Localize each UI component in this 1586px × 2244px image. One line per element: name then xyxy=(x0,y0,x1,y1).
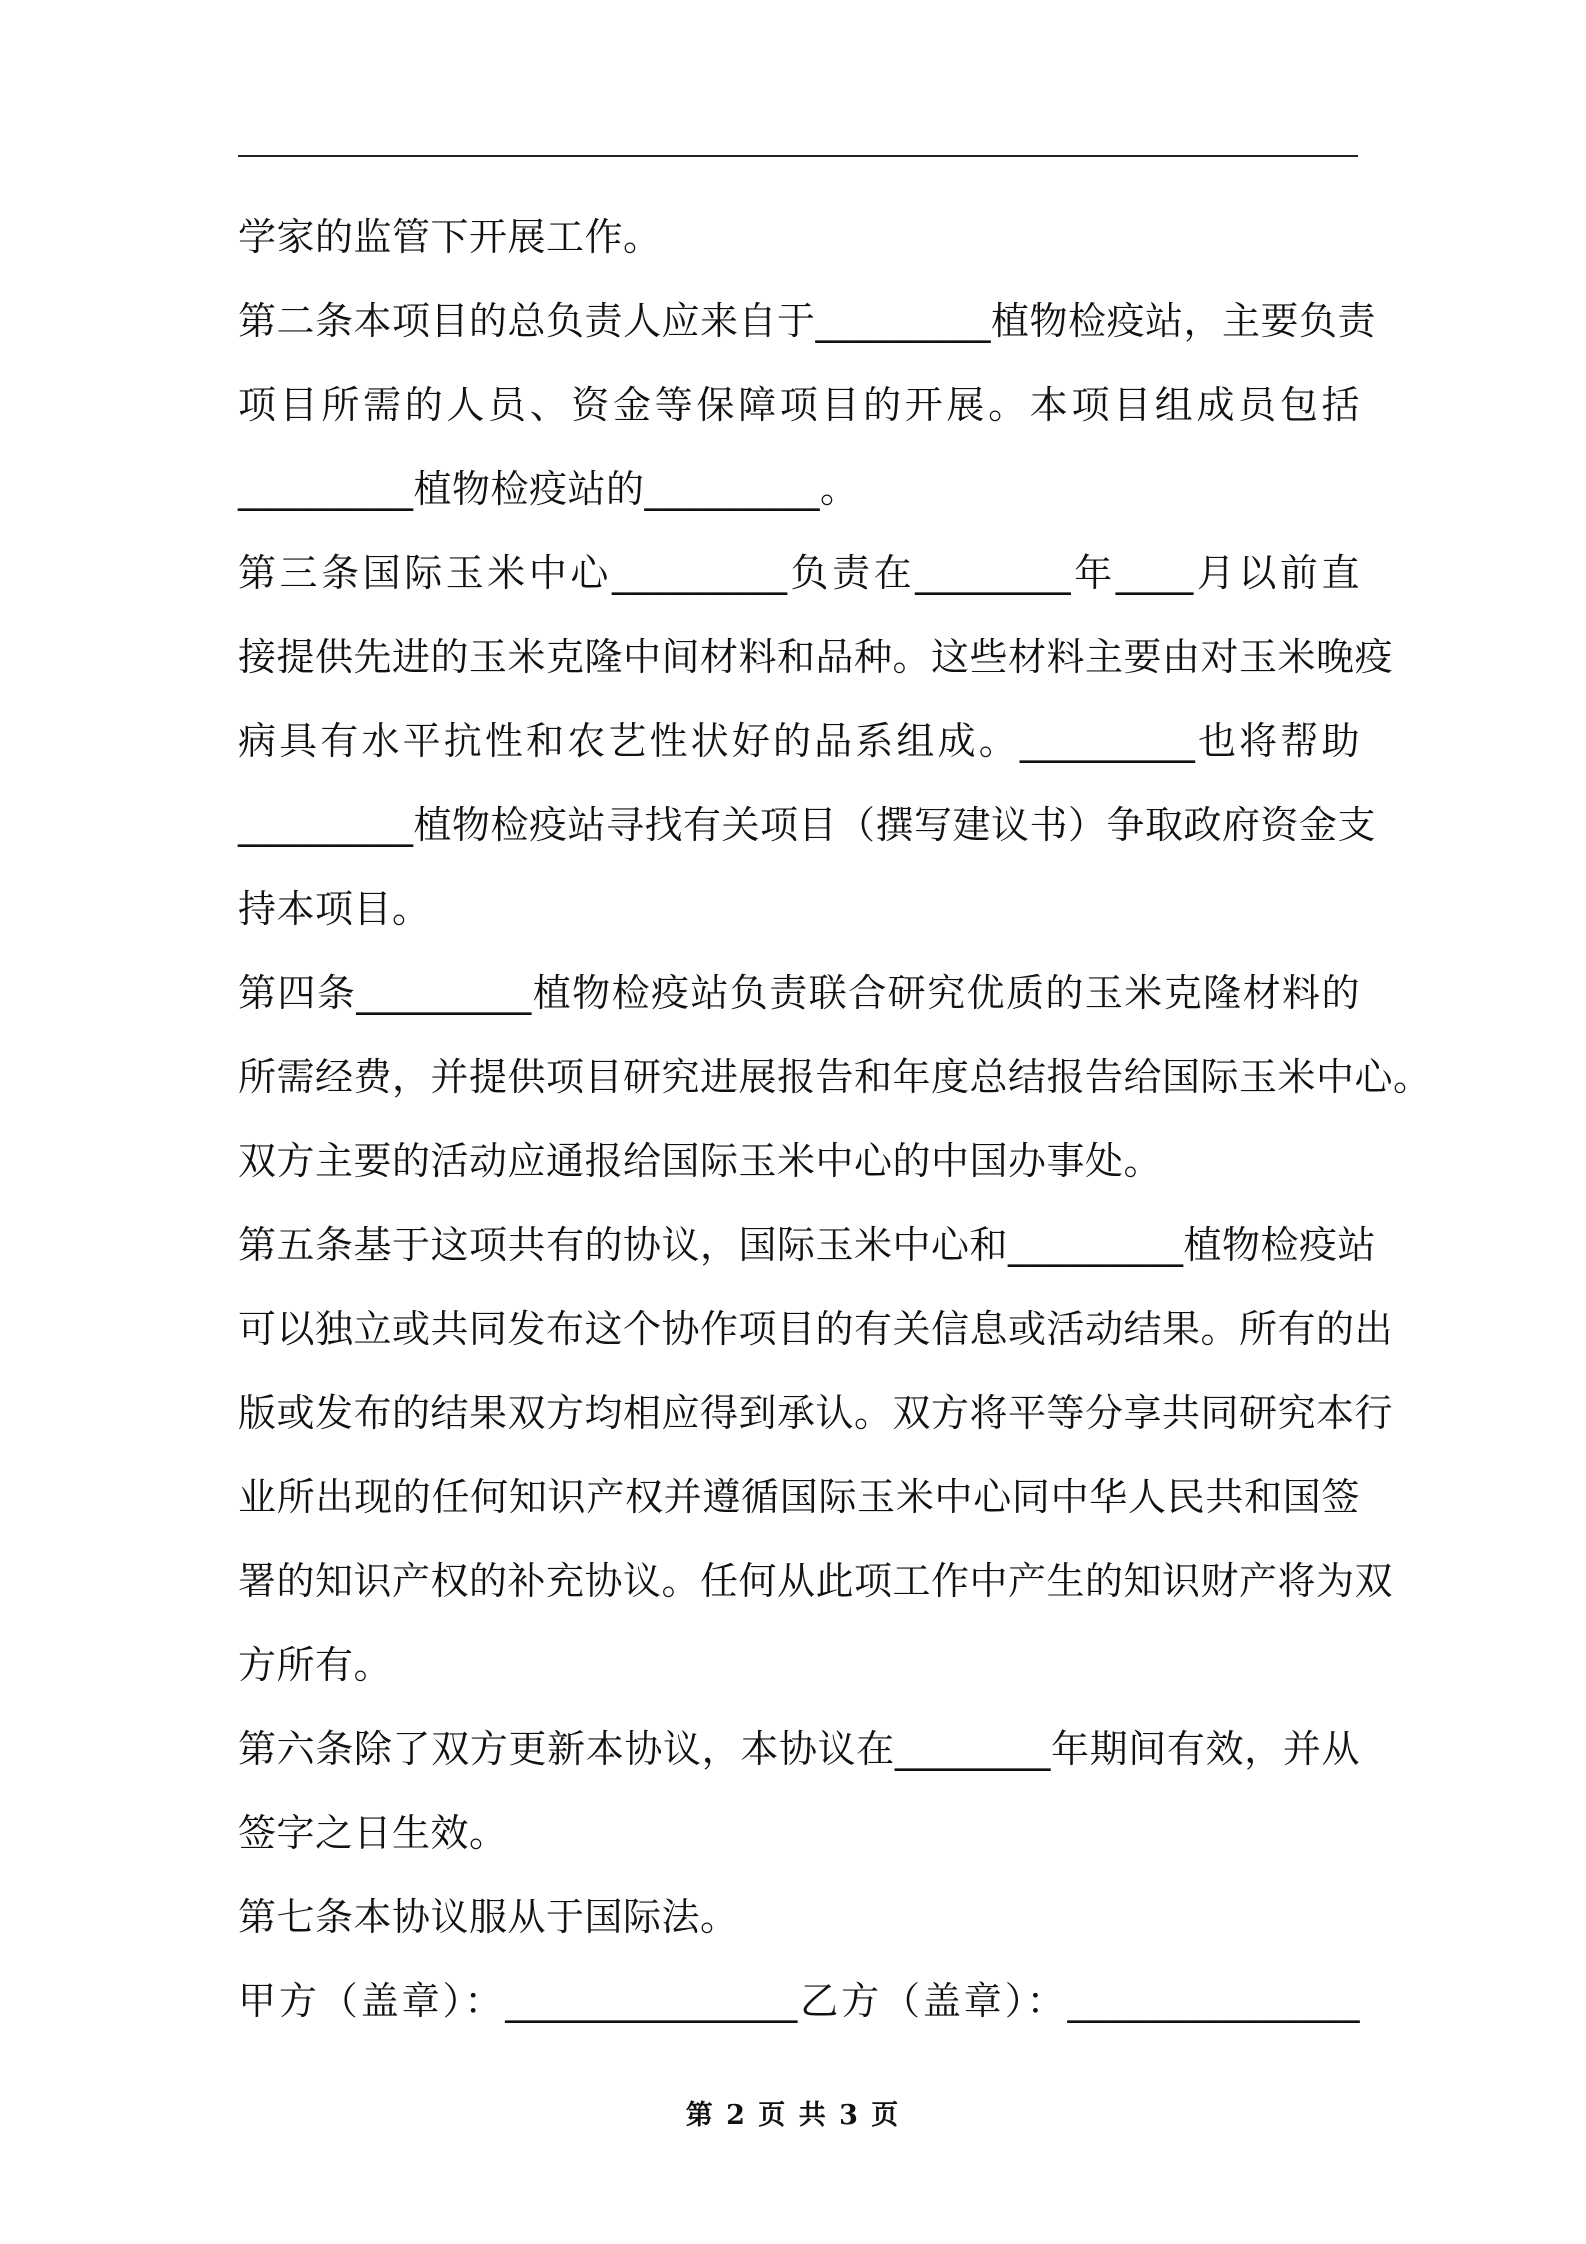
article-4-line-2: 所需经费，并提供项目研究进展报告和年度总结报告给国际玉米中心。 xyxy=(238,1055,1432,1099)
article-4-line-1: 第四条_________植物检疫站负责联合研究优质的玉米克隆材料的 xyxy=(238,971,1360,1015)
article-5-line-2: 可以独立或共同发布这个协作项目的有关信息或活动结果。所有的出 xyxy=(238,1307,1394,1351)
article-3-line-1: 第三条国际玉米中心_________负责在________年____月以前直 xyxy=(238,551,1360,595)
article-3-line-2: 接提供先进的玉米克隆中间材料和品种。这些材料主要由对玉米晚疫 xyxy=(238,635,1394,679)
article-5-line-5: 署的知识产权的补充协议。任何从此项工作中产生的知识财产将为双 xyxy=(238,1559,1394,1603)
article-6-line-1: 第六条除了双方更新本协议，本协议在________年期间有效，并从 xyxy=(238,1727,1360,1771)
article-5-line-6: 方所有。 xyxy=(238,1643,393,1687)
article-7-line-1: 第七条本协议服从于国际法。 xyxy=(238,1895,739,1939)
article-3-line-4: _________植物检疫站寻找有关项目（撰写建议书）争取政府资金支 xyxy=(238,803,1377,847)
text-line-1: 学家的监管下开展工作。 xyxy=(238,215,662,259)
document-body xyxy=(238,195,1432,2043)
article-2-line-3: _________植物检疫站的_________。 xyxy=(238,467,859,511)
article-5-line-4: 业所出现的任何知识产权并遵循国际玉米中心同中华人民共和国签 xyxy=(238,1475,1360,1519)
article-5-line-1: 第五条基于这项共有的协议，国际玉米中心和_________植物检疫站 xyxy=(238,1223,1377,1267)
header-rule xyxy=(238,155,1358,157)
article-6-line-2: 签字之日生效。 xyxy=(238,1811,508,1855)
article-3-line-3: 病具有水平抗性和农艺性状好的品系组成。_________也将帮助 xyxy=(238,719,1360,763)
article-2-line-2: 项目所需的人员、资金等保障项目的开展。本项目组成员包括 xyxy=(238,383,1360,427)
article-4-line-3: 双方主要的活动应通报给国际玉米中心的中国办事处。 xyxy=(238,1139,1163,1183)
article-2-line-1: 第二条本项目的总负责人应来自于_________植物检疫站，主要负责 xyxy=(238,299,1377,343)
page-number-footer: 第 2 页 共 3 页 xyxy=(685,2100,901,2131)
article-5-line-3: 版或发布的结果双方均相应得到承认。双方将平等分享共同研究本行 xyxy=(238,1391,1394,1435)
article-3-line-5: 持本项目。 xyxy=(238,887,431,931)
signature-line: 甲方（盖章）：_______________乙方（盖章）：_______________ xyxy=(238,1979,1360,2023)
